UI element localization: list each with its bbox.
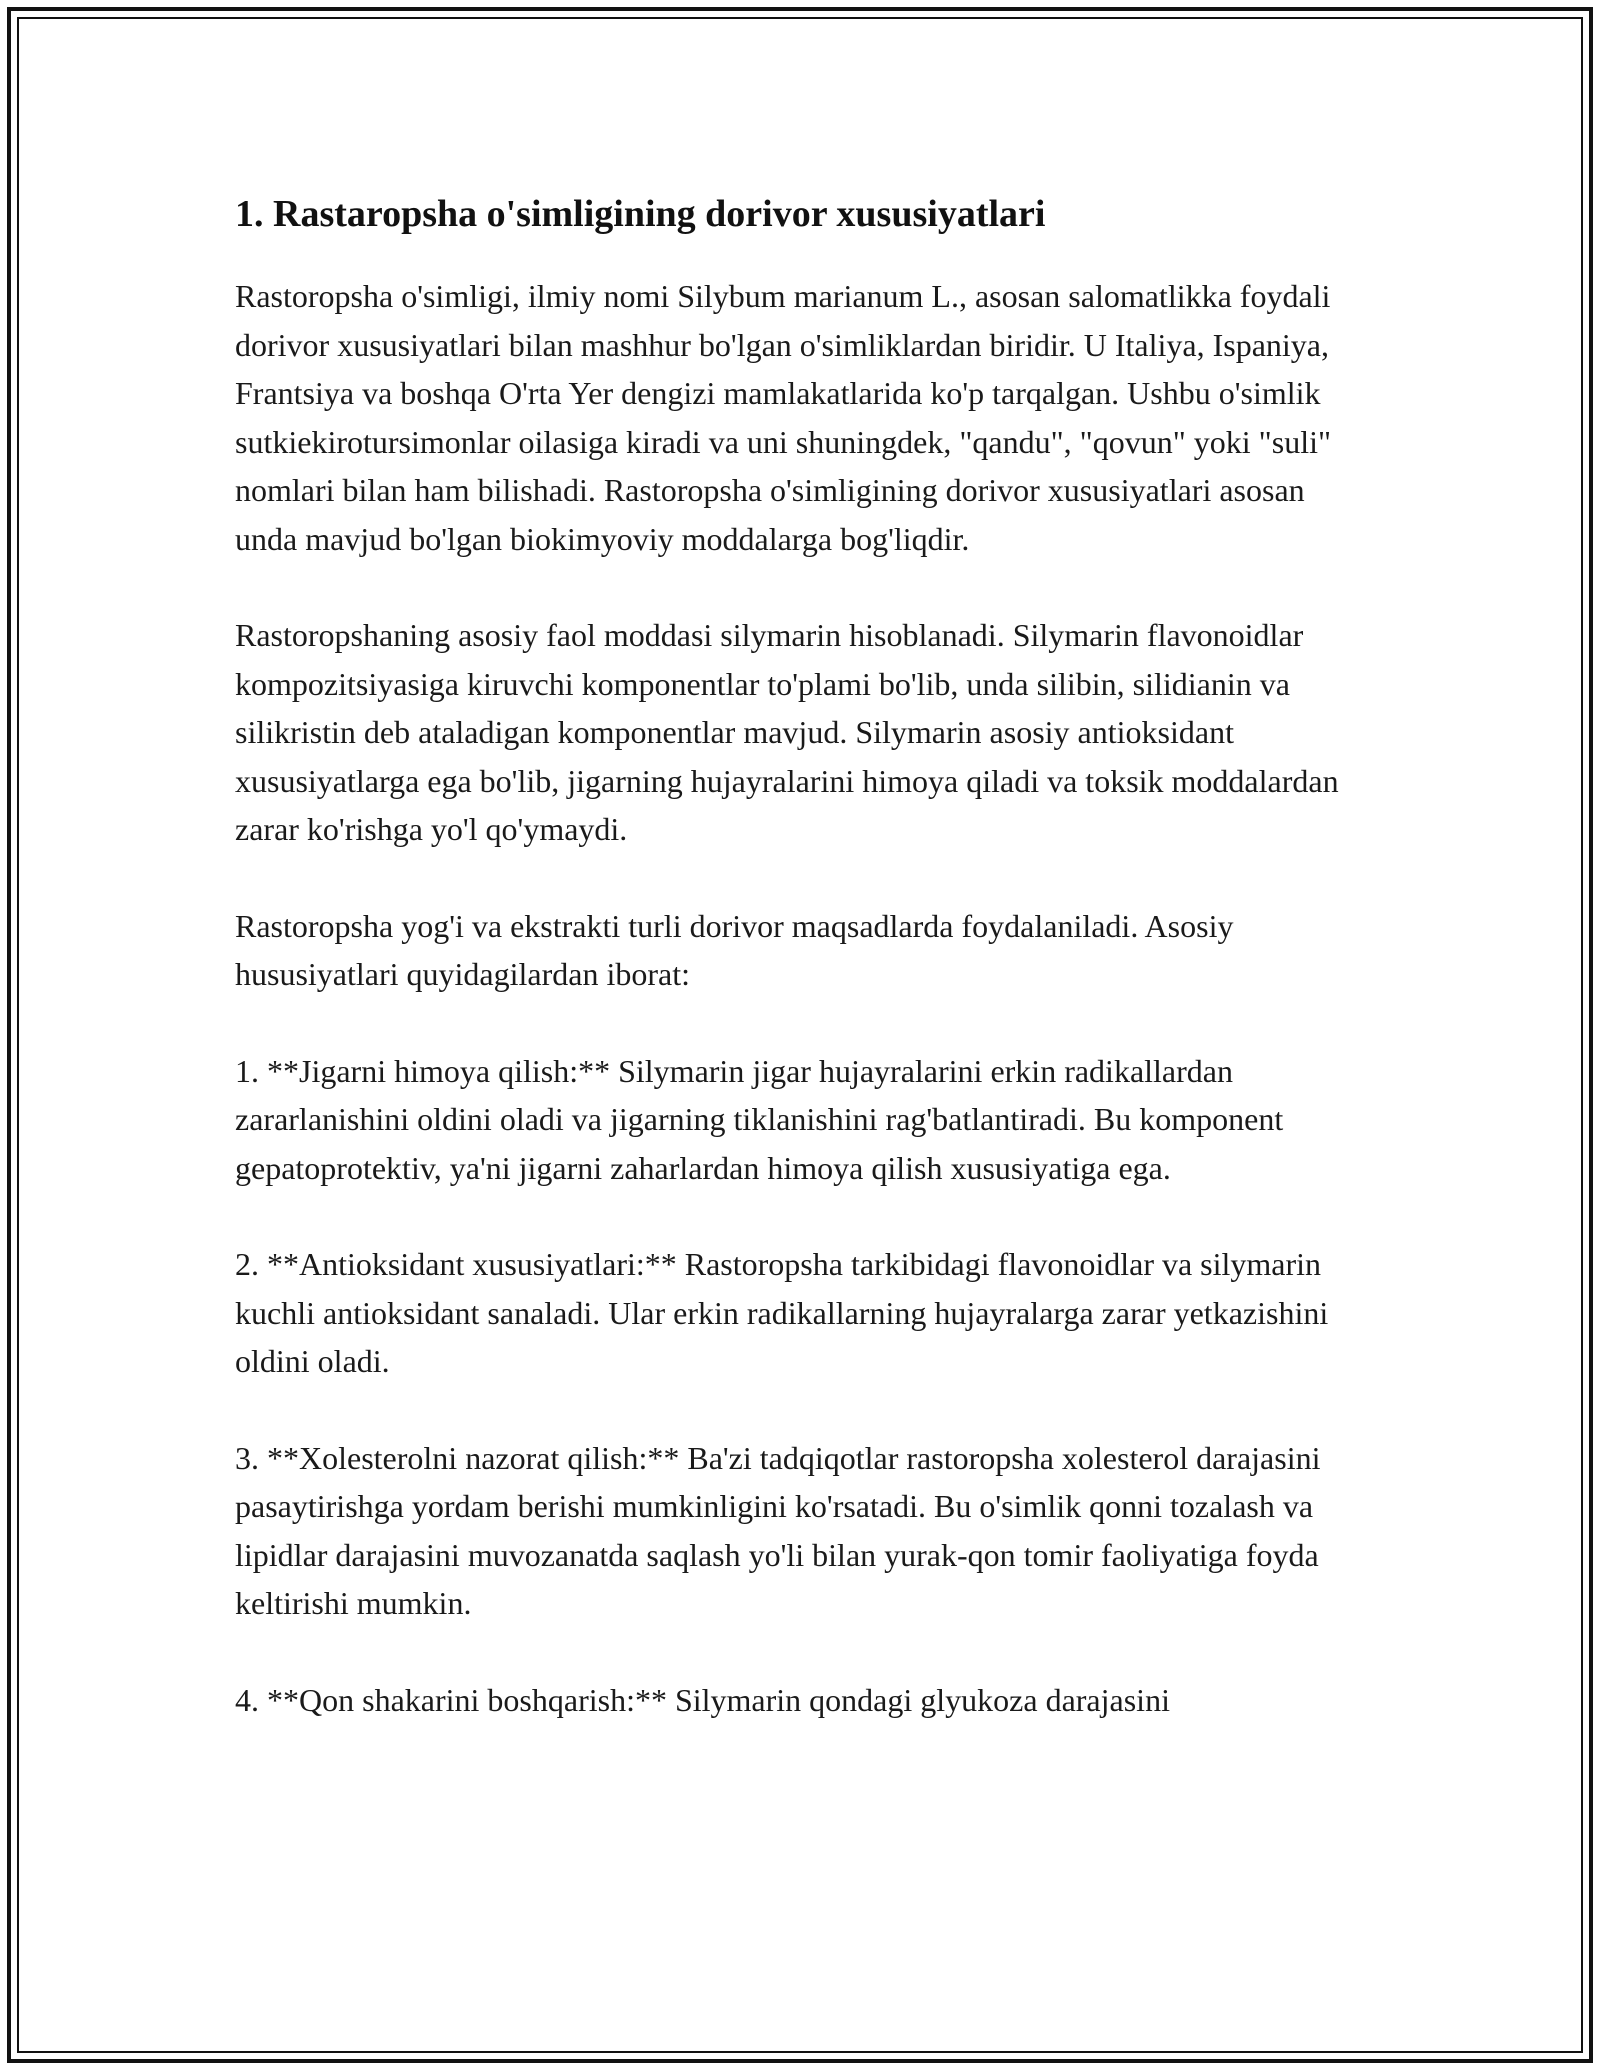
list-item-cholesterol: 3. **Xolesterolni nazorat qilish:** Ba'zi tadqiqotlar rastoropsha xolesterol darajasini pasaytirishga yordam berishi mumkinligini ko'rsatadi. Bu o'simlik qonni tozalash va lipidlar darajasini muvozanatda saqlash yo'li bilan yurak-qon tomir faoliyatiga foyda keltirishi mumkin.: [235, 1439, 1321, 1621]
paragraph-uses-intro: Rastoropsha yog'i va ekstrakti turli dorivor maqsadlarda foydalaniladi. Asosiy hususiyatlari quyidagilardan iborat:: [235, 907, 1234, 992]
list-item-blood-sugar: 4. **Qon shakarini boshqarish:** Silymarin qondagi glyukoza darajasini: [235, 1681, 1170, 1718]
section-heading: 1. Rastaropsha o'simligining dorivor xususiyatlari: [235, 193, 1046, 235]
list-item-liver-protection: 1. **Jigarni himoya qilish:** Silymarin jigar hujayralarini erkin radikallardan zararlanishini oldini oladi va jigarning tiklanishini rag'batlantiradi. Bu komponent gepatoprotektiv, ya'ni jigarni zaharlardan himoya qilish xususiyatiga ega.: [235, 1052, 1284, 1186]
paragraph-silymarin: Rastoropshaning asosiy faol moddasi silymarin hisoblanadi. Silymarin flavonoidlar kompozitsiyasiga kiruvchi komponentlar to'plami bo'lib, unda silibin, silidianin va silikristin deb ataladigan komponentlar mavjud. Silymarin asosiy antioksidant xususiyatlarga ega bo'lib, jigarning hujayralarini himoya qiladi va toksik moddalardan zarar ko'rishga yo'l qo'ymaydi.: [235, 617, 1339, 847]
list-item-antioxidant: 2. **Antioksidant xususiyatlari:** Rastoropsha tarkibidagi flavonoidlar va silymarin kuchli antioksidant sanaladi. Ular erkin radikallarning hujayralarga zarar yetkazishini oldini oladi.: [235, 1246, 1329, 1379]
document-body: [235, 188, 1365, 1724]
paragraph-intro: Rastoropsha o'simligi, ilmiy nomi Silybum marianum L., asosan salomatlikka foydali dorivor xususiyatlari bilan mashhur bo'lgan o'simliklardan biridir. U Italiya, Ispaniya, Frantsiya va boshqa O'rta Yer dengizi mamlakatlarida ko'p tarqalgan. Ushbu o'simlik sutkiekirotursimonlar oilasiga kiradi va uni shuningdek, "qandu", "qovun" yoki "suli" nomlari bilan ham bilishadi. Rastoropsha o'simligining dorivor xususiyatlari asosan unda mavjud bo'lgan biokimyoviy moddalarga bog'liqdir.: [235, 278, 1332, 557]
